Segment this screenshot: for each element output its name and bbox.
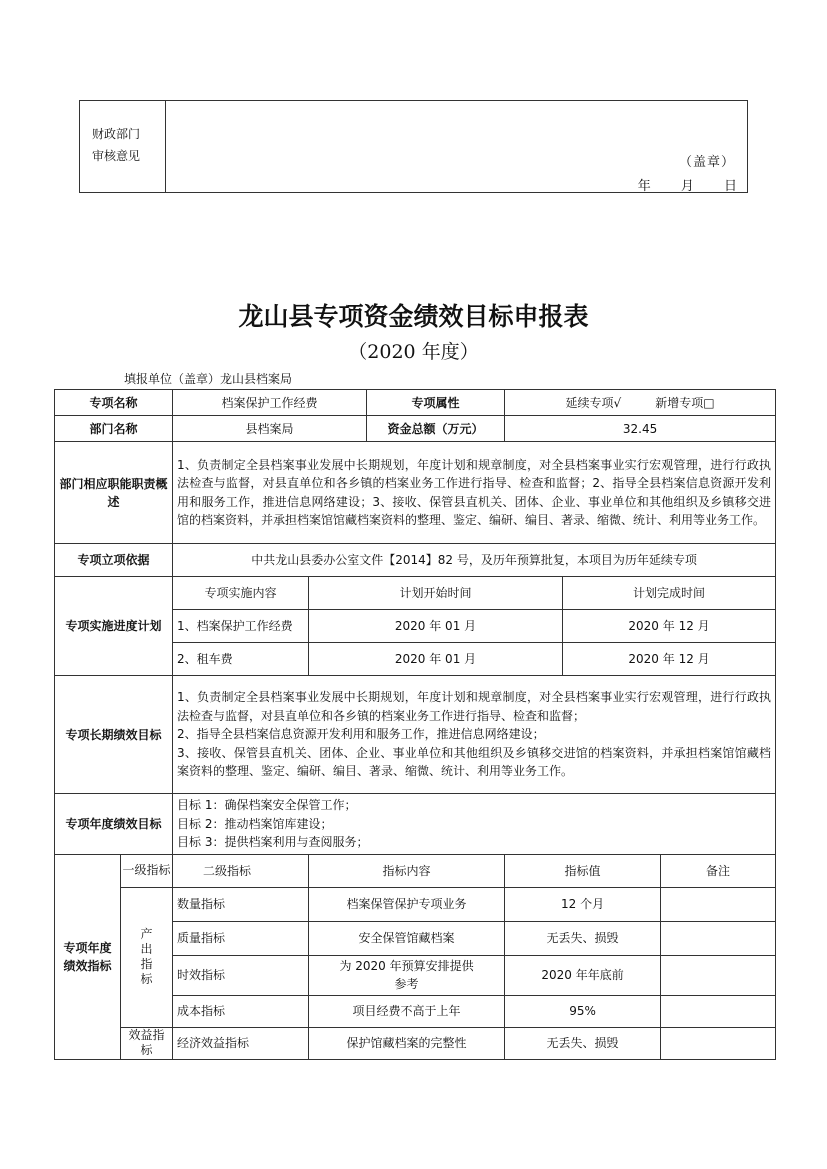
indicator-header: 指标值 — [505, 854, 661, 887]
progress-start: 2020 年 01 月 — [309, 610, 563, 643]
project-attr-label: 专项属性 — [367, 390, 505, 416]
progress-item: 1、档案保护工作经费 — [173, 610, 309, 643]
progress-end: 2020 年 12 月 — [563, 643, 776, 676]
duty-label: 部门相应职能职责概述 — [55, 442, 173, 544]
dept-name-label: 部门名称 — [55, 416, 173, 442]
table-row — [55, 676, 776, 794]
indicator-cell: 安全保管馆藏档案 — [309, 921, 505, 955]
basis-text: 中共龙山县委办公室文件【2014】82 号，及历年预算批复，本项目为历年延续专项 — [173, 544, 776, 577]
indicator-cell: 项目经费不高于上年 — [309, 995, 505, 1027]
year-goal-line: 目标 3：提供档案利用与查阅服务； — [177, 835, 369, 849]
progress-end: 2020 年 12 月 — [563, 610, 776, 643]
project-name-value: 档案保护工作经费 — [173, 390, 367, 416]
indicator-header: 指标内容 — [309, 854, 505, 887]
year-goal-text — [173, 794, 776, 855]
indicator-cell: 2020 年年底前 — [505, 955, 661, 995]
indicator-cell — [661, 955, 776, 995]
indicator-header: 一级指标 — [121, 854, 173, 887]
progress-header: 计划开始时间 — [309, 577, 563, 610]
year-goal-line: 目标 2：推动档案馆库建设； — [177, 816, 333, 831]
performance-target-table — [54, 389, 776, 1060]
indicator-cell: 时效指标 — [173, 955, 309, 995]
seal-text: （盖章） — [678, 155, 735, 170]
dept-name-value: 县档案局 — [173, 416, 367, 442]
table-row — [55, 1027, 776, 1059]
indicator-cell — [661, 1027, 776, 1059]
review-label-line2: 审核意见 — [92, 149, 141, 163]
finance-review-box — [79, 100, 748, 193]
date-line: 年 月 日 — [637, 179, 737, 194]
indicator-cell: 数量指标 — [173, 887, 309, 921]
indicator-header: 二级指标 — [173, 854, 309, 887]
table-row — [55, 887, 776, 921]
long-goal-line: 2、指导全县档案信息资源开发利用和服务工作，推进信息网络建设； — [177, 727, 545, 742]
project-name-label: 专项名称 — [55, 390, 173, 416]
duty-text: 1、负责制定全县档案事业发展中长期规划，年度计划和规章制度，对全县档案事业实行宏观管理，进行行政执法检查与监督，对县直单位和各乡镇的档案业务工作进行指导、检查和监督；2、指导全县档案信息资源开发利用和服务工作，推进信息网络建设；3、接收、保管县直机关、团体、企业、事业单位和其他组织及乡镇移交进馆的档案资料，并承担档案馆馆藏档案资料的整理、鉴定、编研、编目、著录、缩微、统计、利用等业务工作。 — [173, 442, 776, 544]
table-row — [55, 390, 776, 416]
project-attr-value — [505, 390, 776, 416]
table-row — [55, 577, 776, 610]
table-row — [55, 416, 776, 442]
indicator-cell: 成本指标 — [173, 995, 309, 1027]
table-row — [55, 544, 776, 577]
indicator-cell: 为 2020 年预算安排提供参考 — [309, 955, 505, 995]
year-goal-label: 专项年度绩效目标 — [55, 794, 173, 855]
progress-label: 专项实施进度计划 — [55, 577, 173, 676]
year-goal-line: 目标 1：确保档案安全保管工作； — [177, 798, 357, 812]
progress-item: 2、租车费 — [173, 643, 309, 676]
table-row — [55, 442, 776, 544]
indicator-cell — [661, 887, 776, 921]
attr-option-continue: 延续专项√ — [565, 395, 622, 410]
total-funds-label: 资金总额（万元） — [367, 416, 505, 442]
table-row — [55, 854, 776, 887]
indicator-cell: 95% — [505, 995, 661, 1027]
indicator-cell: 保护馆藏档案的完整性 — [309, 1027, 505, 1059]
progress-start: 2020 年 01 月 — [309, 643, 563, 676]
indicator-cell: 无丢失、损毁 — [505, 921, 661, 955]
indicator-cell: 档案保管保护专项业务 — [309, 887, 505, 921]
indicator-cell: 无丢失、损毁 — [505, 1027, 661, 1059]
indicator-cell: 12 个月 — [505, 887, 661, 921]
long-goal-line: 1、负责制定全县档案事业发展中长期规划，年度计划和规章制度，对全县档案事业实行宏观管理，进行行政执法检查与监督，对县直单位和各乡镇的档案业务工作进行指导、检查和监督； — [177, 690, 772, 723]
page-subtitle: （2020 年度） — [348, 341, 479, 363]
indicator-cell: 经济效益指标 — [173, 1027, 309, 1059]
progress-header: 计划完成时间 — [563, 577, 776, 610]
indicator-header: 备注 — [661, 854, 776, 887]
indicator-cell — [661, 995, 776, 1027]
indicator-cell: 质量指标 — [173, 921, 309, 955]
review-label-line1: 财政部门 — [92, 127, 141, 141]
attr-option-new: 新增专项□ — [655, 395, 715, 410]
finance-review-label — [80, 101, 166, 192]
total-funds-value: 32.45 — [505, 416, 776, 442]
long-goal-line: 3、接收、保管县直机关、团体、企业、事业单位和其他组织及乡镇移交进馆的档案资料，并承担档案馆馆藏档案资料的整理、鉴定、编研、编目、著录、缩微、统计、利用等业务工作。 — [177, 745, 772, 779]
page-title: 龙山县专项资金绩效目标申报表 — [238, 302, 589, 331]
table-row — [55, 794, 776, 855]
filler-unit: 填报单位（盖章）龙山县档案局 — [124, 372, 293, 386]
indicator-group-benefit: 效益指标 — [121, 1027, 173, 1059]
indicator-label: 专项年度绩效指标 — [55, 854, 121, 1059]
long-goal-label: 专项长期绩效目标 — [55, 676, 173, 794]
progress-header: 专项实施内容 — [173, 577, 309, 610]
indicator-cell — [661, 921, 776, 955]
long-goal-text — [173, 676, 776, 794]
indicator-group-output: 产出指标 — [121, 887, 173, 1027]
basis-label: 专项立项依据 — [55, 544, 173, 577]
